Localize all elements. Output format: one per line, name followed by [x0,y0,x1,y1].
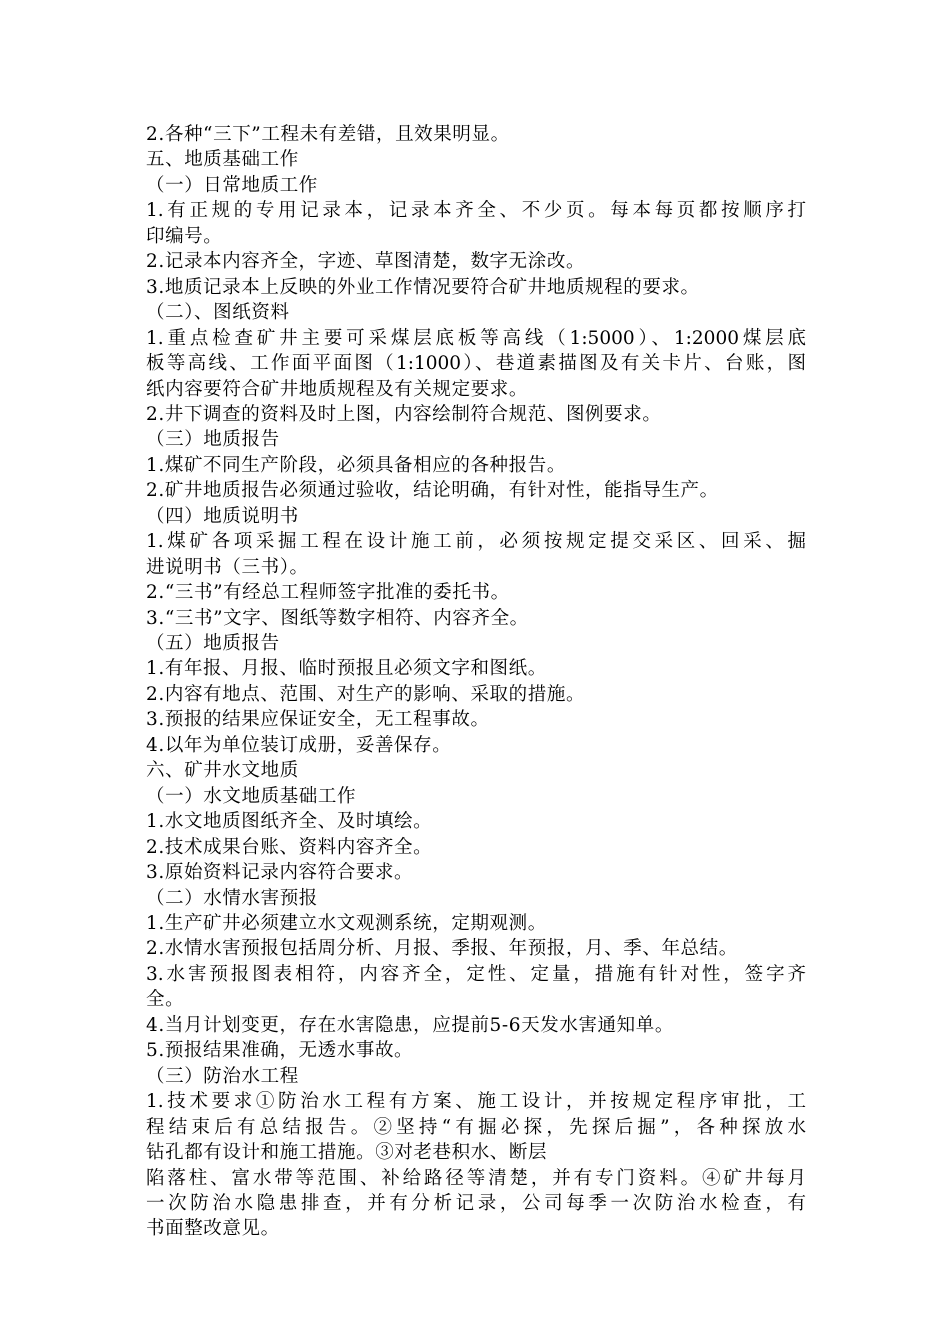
text-line: 2.“三书”有经总工程师签字批准的委托书。 [146,582,510,604]
text-line: 2.水情水害预报包括周分析、月报、季报、年预报，月、季、年总结。 [146,938,738,960]
text-line: 4.以年为单位装订成册，妥善保存。 [146,734,452,756]
text-line: 1.煤矿不同生产阶段，必须具备相应的各种报告。 [146,454,566,476]
text-line: （四）地质说明书 [146,505,299,527]
text-line: 1.重点检查矿井主要可采煤层底板等高线（1:5000）、1:2000煤层底 [146,327,806,349]
text-line: 板等高线、工作面平面图（1:1000）、巷道素描图及有关卡片、台账，图 [146,353,806,374]
text-line: 1.煤矿各项采掘工程在设计施工前，必须按规定提交采区、回采、掘 [146,531,806,553]
text-line: 书面整改意见。 [146,1218,280,1240]
text-line: 3.地质记录本上反映的外业工作情况要符合矿井地质规程的要求。 [146,276,700,298]
text-line: 进说明书（三书）。 [146,556,309,578]
text-line: （二）、图纸资料 [146,302,290,324]
text-line: 一次防治水隐患排查，并有分析记录，公司每季一次防治水检查，有 [146,1192,806,1214]
text-line: 1.有正规的专用记录本，记录本齐全、不少页。每本每页都按顺序打 [146,200,806,222]
text-line: （一）日常地质工作 [146,174,318,196]
text-line: （五）地质报告 [146,633,280,654]
text-line: 3.水害预报图表相符，内容齐全，定性、定量，措施有针对性，签字齐 [146,963,806,985]
text-line: 钻孔都有设计和施工措施。③对老巷积水、断层 [146,1142,548,1163]
text-line: 全。 [146,989,185,1011]
text-line: 印编号。 [146,225,223,247]
text-line: （二）水情水害预报 [146,887,318,909]
text-line: （三）防治水工程 [146,1065,299,1087]
text-line: 5.预报结果准确，无透水事故。 [146,1040,414,1062]
text-line: 2.内容有地点、范围、对生产的影响、采取的措施。 [146,683,586,705]
text-line: 2.技术成果台账、资料内容齐全。 [146,836,433,858]
text-line: 程结束后有总结报告。②坚持“有掘必探，先探后掘”，各种探放水 [146,1116,806,1138]
text-line: 3.“三书”文字、图纸等数字相符、内容齐全。 [146,607,529,629]
text-line: 3.预报的结果应保证安全，无工程事故。 [146,709,490,731]
text-line: 4.当月计划变更，存在水害隐患，应提前5-6天发水害通知单。 [146,1014,674,1036]
text-line: 1.生产矿井必须建立水文观测系统，定期观测。 [146,912,547,934]
text-line: 1.技术要求①防治水工程有方案、施工设计，并按规定程序审批，工 [146,1091,806,1113]
text-line: （三）地质报告 [146,429,280,451]
text-line: 1.水文地质图纸齐全、及时填绘。 [146,811,433,833]
text-line: 五、地质基础工作 [146,149,299,171]
text-line: 3.原始资料记录内容符合要求。 [146,862,414,883]
text-line: 1.有年报、月报、临时预报且必须文字和图纸。 [146,658,547,680]
text-line: 纸内容要符合矿井地质规程及有关规定要求。 [146,378,529,400]
text-line: （一）水文地质基础工作 [146,785,357,807]
text-line: 2.井下调查的资料及时上图，内容绘制符合规范、图例要求。 [146,403,662,425]
text-line: 2.各种“三下”工程未有差错，且效果明显。 [146,124,510,145]
text-line: 陷落柱、富水带等范围、补给路径等清楚，并有专门资料。④矿井每月 [146,1167,806,1189]
text-line: 2.矿井地质报告必须通过验收，结论明确，有针对性，能指导生产。 [146,480,719,502]
text-line: 六、矿井水文地质 [146,760,299,782]
text-line: 2.记录本内容齐全，字迹、草图清楚，数字无涂改。 [146,251,586,273]
